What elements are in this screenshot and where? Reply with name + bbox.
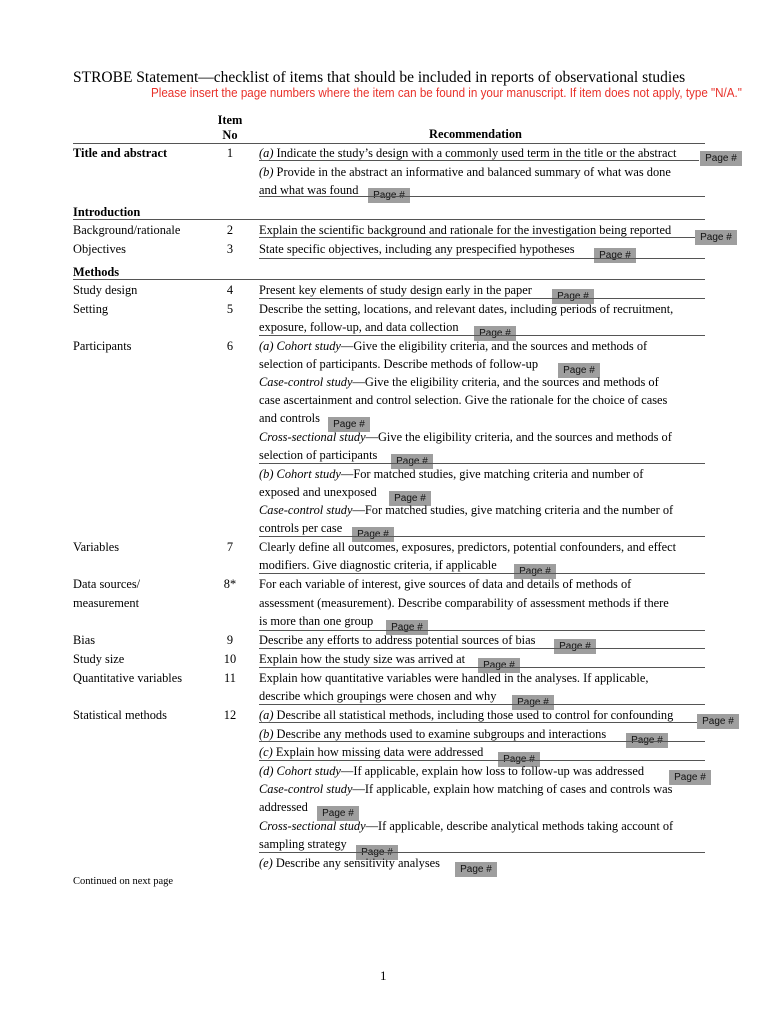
item-number: 9: [226, 633, 234, 647]
item-number: 5: [226, 302, 234, 316]
recommendation-text: case ascertainment and control selection. Give the rationale for the choice of cases: [259, 393, 668, 407]
recommendation-text: selection of participants. Describe methods of follow-up: [259, 357, 539, 371]
row-label-data-sources: Data sources/: [73, 577, 141, 591]
header-rule: [73, 143, 705, 144]
item-number: 7: [226, 540, 234, 554]
page-number-field[interactable]: Page #: [512, 695, 554, 710]
recommendation-header: Recommendation: [429, 127, 522, 141]
page-number-field[interactable]: Page #: [386, 620, 428, 635]
recommendation-text: exposed and unexposed: [259, 485, 377, 499]
recommendation-text: Explain how the study size was arrived at: [259, 652, 466, 666]
page-number-field[interactable]: Page #: [514, 564, 556, 579]
recommendation-text: assessment (measurement). Describe comparability of assessment methods if there: [259, 596, 669, 610]
answer-line: [259, 237, 699, 238]
page-number-field[interactable]: Page #: [356, 845, 398, 860]
recommendation-text: Clearly define all outcomes, exposures, predictors, potential confounders, and effect: [259, 540, 677, 554]
section-methods: Methods: [73, 265, 120, 279]
row-label-study-design: Study design: [73, 283, 138, 297]
item-number: 2: [226, 223, 234, 237]
recommendation-text: controls per case: [259, 521, 343, 535]
page-number-field[interactable]: Page #: [352, 527, 394, 542]
answer-line: [259, 741, 705, 742]
row-label-setting: Setting: [73, 302, 109, 316]
recommendation-text: (b) Provide in the abstract an informative and balanced summary of what was done: [259, 165, 671, 179]
item-number: 10: [223, 652, 237, 666]
page-number-field[interactable]: Page #: [455, 862, 497, 877]
recommendation-text: Cross-sectional study—Give the eligibility criteria, and the sources and methods of: [259, 430, 672, 444]
row-label-study-size: Study size: [73, 652, 125, 666]
answer-line: [259, 648, 705, 649]
page-number-field[interactable]: Page #: [695, 230, 737, 245]
section-rule: [73, 219, 705, 220]
recommendation-text: Case-control study—If applicable, explain how matching of cases and controls was: [259, 782, 673, 796]
recommendation-text: State specific objectives, including any prespecified hypotheses: [259, 242, 575, 256]
recommendation-text: (e) Describe any sensitivity analyses: [259, 856, 440, 870]
recommendation-text: Case-control study—Give the eligibility criteria, and the sources and methods of: [259, 375, 659, 389]
page-number-field[interactable]: Page #: [669, 770, 711, 785]
row-label-title-abstract: Title and abstract: [73, 146, 168, 160]
recommendation-text: Explain the scientific background and rationale for the investigation being reported: [259, 223, 672, 237]
recommendation-text: (d) Cohort study—If applicable, explain how loss to follow-up was addressed: [259, 764, 645, 778]
page-number: 1: [380, 968, 387, 983]
page-number-field[interactable]: Page #: [626, 733, 668, 748]
recommendation-text: (a) Cohort study—Give the eligibility criteria, and the sources and methods of: [259, 339, 648, 353]
row-label-participants: Participants: [73, 339, 132, 353]
answer-line: [259, 667, 705, 668]
recommendation-text: addressed: [259, 800, 308, 814]
row-label-data-sources-cont: measurement: [73, 596, 140, 610]
recommendation-text: sampling strategy: [259, 837, 347, 851]
recommendation-text: and what was found: [259, 183, 359, 197]
item-number: 12: [223, 708, 237, 722]
continued-note: Continued on next page: [73, 876, 174, 887]
recommendation-text: and controls: [259, 411, 320, 425]
answer-line: [259, 536, 705, 537]
page-number-field[interactable]: Page #: [474, 326, 516, 341]
recommendation-text: selection of participants: [259, 448, 378, 462]
recommendation-text: (a) Indicate the study’s design with a commonly used term in the title or the abstract: [259, 146, 677, 160]
section-rule: [73, 279, 705, 280]
recommendation-text: Describe the setting, locations, and relevant dates, including periods of recruitment,: [259, 302, 674, 316]
recommendation-text: Case-control study—For matched studies, give matching criteria and the number of: [259, 503, 674, 517]
section-introduction: Introduction: [73, 205, 141, 219]
answer-line: [259, 463, 705, 464]
answer-line: [259, 630, 705, 631]
page-number-field[interactable]: Page #: [368, 188, 410, 203]
row-label-bias: Bias: [73, 633, 96, 647]
page-number-field[interactable]: Page #: [594, 248, 636, 263]
row-label-statistical: Statistical methods: [73, 708, 167, 722]
recommendation-text: (b) Describe any methods used to examine subgroups and interactions: [259, 727, 607, 741]
page-number-field[interactable]: Page #: [552, 289, 594, 304]
page-number-field[interactable]: Page #: [498, 752, 540, 767]
item-number: 11: [224, 671, 236, 685]
recommendation-text: Describe any efforts to address potential sources of bias: [259, 633, 536, 647]
page-number-field[interactable]: Page #: [389, 491, 431, 506]
page-number-field[interactable]: Page #: [558, 363, 600, 378]
answer-line: [259, 722, 699, 723]
row-label-objectives: Objectives: [73, 242, 126, 256]
page-number-field[interactable]: Page #: [700, 151, 742, 166]
recommendation-text: Cross-sectional study—If applicable, describe analytical methods taking account of: [259, 819, 674, 833]
page-number-field[interactable]: Page #: [478, 658, 520, 673]
row-label-background: Background/rationale: [73, 223, 181, 237]
recommendation-text: exposure, follow-up, and data collection: [259, 320, 459, 334]
recommendation-text: For each variable of interest, give sources of data and details of methods of: [259, 577, 632, 591]
page-title: STROBE Statement—checklist of items that should be included in reports of observational studies: [73, 69, 686, 86]
answer-line: [259, 335, 705, 336]
page-number-field[interactable]: Page #: [317, 806, 359, 821]
item-number: 4: [226, 283, 234, 297]
item-number: 3: [226, 242, 234, 256]
recommendation-text: (a) Describe all statistical methods, including those used to control for confounding: [259, 708, 674, 722]
row-label-quantitative: Quantitative variables: [73, 671, 183, 685]
answer-line: [259, 160, 699, 161]
page-number-field[interactable]: Page #: [697, 714, 739, 729]
page-number-field[interactable]: Page #: [554, 639, 596, 654]
recommendation-text: describe which groupings were chosen and why: [259, 689, 497, 703]
page-number-field[interactable]: Page #: [391, 454, 433, 469]
recommendation-text: is more than one group: [259, 614, 374, 628]
answer-line: [259, 298, 705, 299]
answer-line: [259, 573, 705, 574]
page-number-field[interactable]: Page #: [328, 417, 370, 432]
row-label-variables: Variables: [73, 540, 120, 554]
answer-line: [259, 258, 705, 259]
item-number: 8*: [223, 577, 237, 591]
recommendation-text: Present key elements of study design early in the paper: [259, 283, 532, 297]
answer-line: [259, 196, 705, 197]
instructions-note: Please insert the page numbers where the item can be found in your manuscript. If item does not apply, type "N/A.": [151, 86, 742, 100]
recommendation-text: (b) Cohort study—For matched studies, give matching criteria and number of: [259, 467, 644, 481]
item-header-line2: No: [222, 128, 238, 142]
item-number: 1: [226, 146, 234, 160]
recommendation-text: modifiers. Give diagnostic criteria, if applicable: [259, 558, 497, 572]
recommendation-text: (c) Explain how missing data were addressed: [259, 745, 484, 759]
answer-line: [259, 852, 705, 853]
recommendation-text: Explain how quantitative variables were handled in the analyses. If applicable,: [259, 671, 649, 685]
answer-line: [259, 704, 705, 705]
item-header-line1: Item: [217, 113, 243, 127]
answer-line: [259, 760, 705, 761]
item-number: 6: [226, 339, 234, 353]
